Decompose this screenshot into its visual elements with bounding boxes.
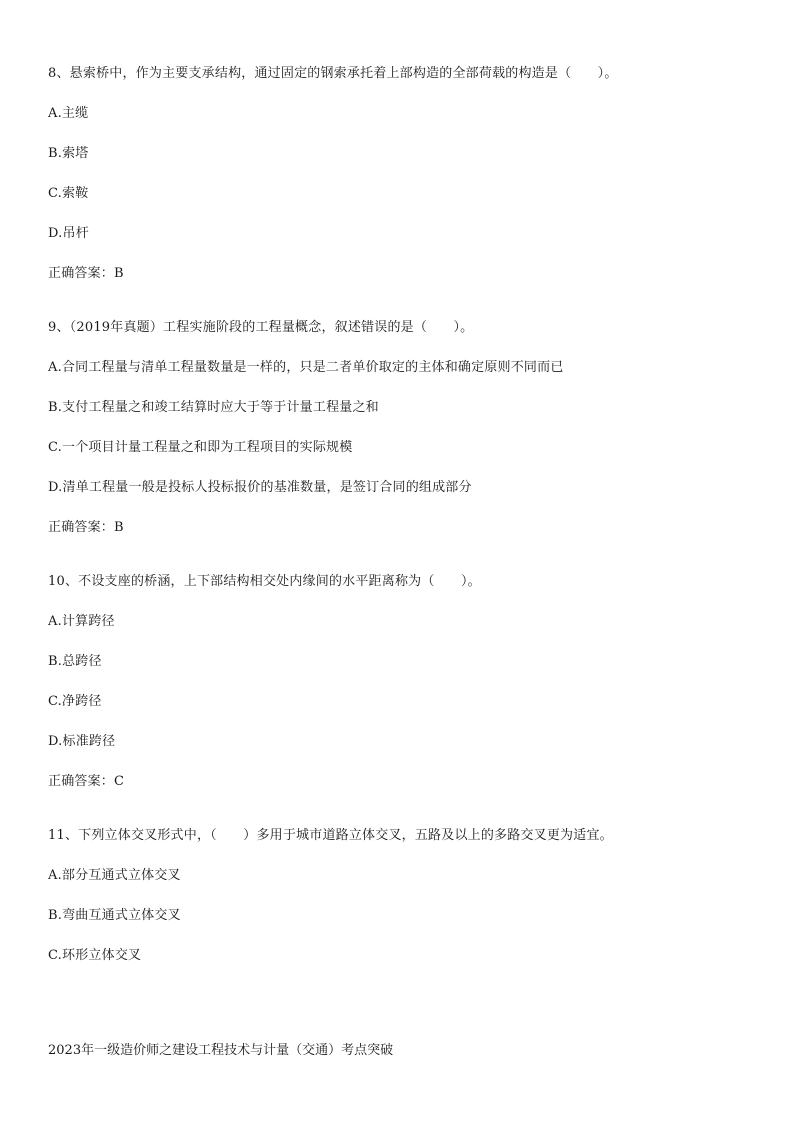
page-footer: 2023年一级造价师之建设工程技术与计量（交通）考点突破 [48,1043,394,1058]
question-8-stem: 8、悬索桥中，作为主要支承结构，通过固定的钢索承托着上部构造的全部荷载的构造是（ ）。 [48,66,618,81]
question-8-option-a: A.主缆 [48,106,89,121]
question-11-option-c: C.环形立体交叉 [48,948,142,963]
question-10-answer: 正确答案：C [48,774,125,789]
question-9-answer: 正确答案：B [48,520,124,535]
question-10-option-b: B.总跨径 [48,654,102,669]
question-9-option-c: C.一个项目计量工程量之和即为工程项目的实际规模 [48,440,353,455]
question-8-option-d: D.吊杆 [48,226,89,241]
question-10-option-a: A.计算跨径 [48,614,115,629]
question-9-option-a: A.合同工程量与清单工程量数量是一样的，只是二者单价取定的主体和确定原则不同而已 [48,360,564,375]
question-8-option-b: B.索塔 [48,146,89,161]
question-8-option-c: C.索鞍 [48,186,89,201]
question-9-option-b: B.支付工程量之和竣工结算时应大于等于计量工程量之和 [48,400,379,415]
question-9-option-d: D.清单工程量一般是投标人投标报价的基准数量，是签订合同的组成部分 [48,480,472,495]
question-10-option-d: D.标准跨径 [48,734,116,749]
question-9-stem: 9、（2019年真题）工程实施阶段的工程量概念，叙述错误的是（ ）。 [48,320,474,335]
question-8-answer: 正确答案：B [48,266,124,281]
question-10-option-c: C.净跨径 [48,694,102,709]
question-11-option-a: A.部分互通式立体交叉 [48,868,181,883]
question-11-option-b: B.弯曲互通式立体交叉 [48,908,181,923]
question-11-stem: 11、下列立体交叉形式中，（ ）多用于城市道路立体交叉，五路及以上的多路交叉更为适宜。 [48,828,613,843]
question-10-stem: 10、不设支座的桥涵，上下部结构相交处内缘间的水平距离称为（ ）。 [48,574,481,589]
